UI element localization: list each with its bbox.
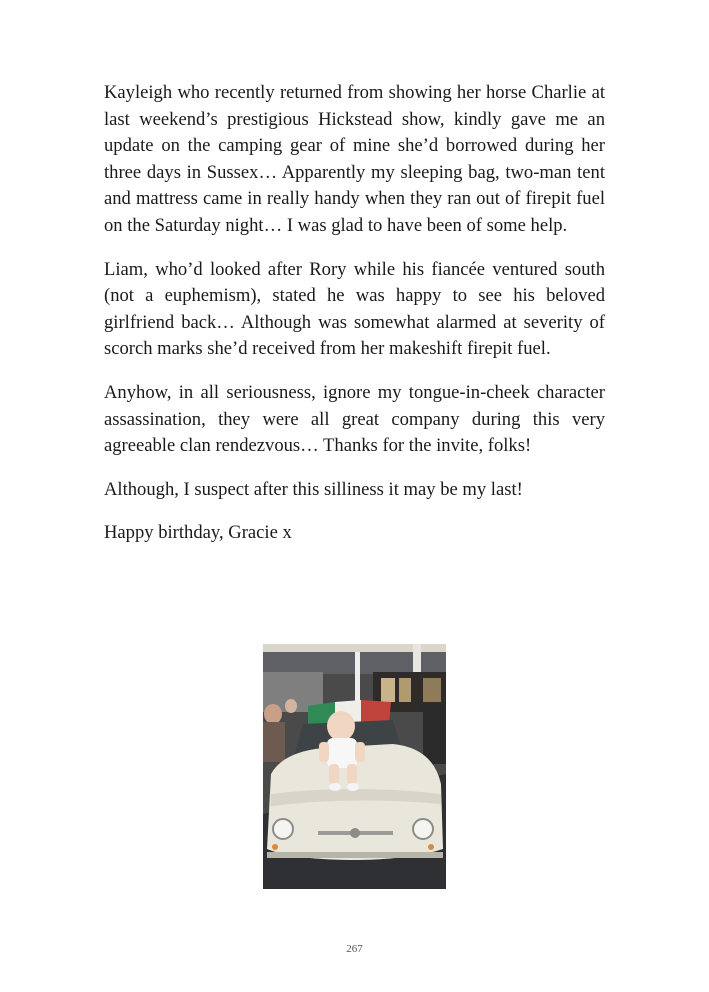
page-number: 267 [346, 943, 363, 955]
paragraph-liam: Liam, who’d looked after Rory while his fiancée ventured south (not a euphemism), stated he was happy to see his beloved girlfriend back… Although was somewhat alarmed at severity of scorch marks she’d received from her makeshift firepit fuel. [104, 258, 605, 360]
paragraph-although: Although, I suspect after this silliness it may be my last! [104, 478, 523, 500]
paragraph-birthday: Happy birthday, Gracie x [104, 522, 292, 544]
body-text [104, 80, 605, 547]
photo-child-on-car [263, 644, 446, 889]
paragraph-kayleigh: Kayleigh who recently returned from showing her horse Charlie at last weekend’s prestigious Hickstead show, kindly gave me an update on the camping gear of mine she’d borrowed during her three days in Sussex… Apparently my sleeping bag, two-man tent and mattress came in really handy when they ran out of firepit fuel on the Saturday night… I was glad to have been of some help. [104, 82, 605, 236]
paragraph-anyhow: Anyhow, in all seriousness, ignore my tongue-in-cheek character assassination, they were all great company during this very agreeable clan rendezvous… Thanks for the invite, folks! [104, 381, 605, 457]
